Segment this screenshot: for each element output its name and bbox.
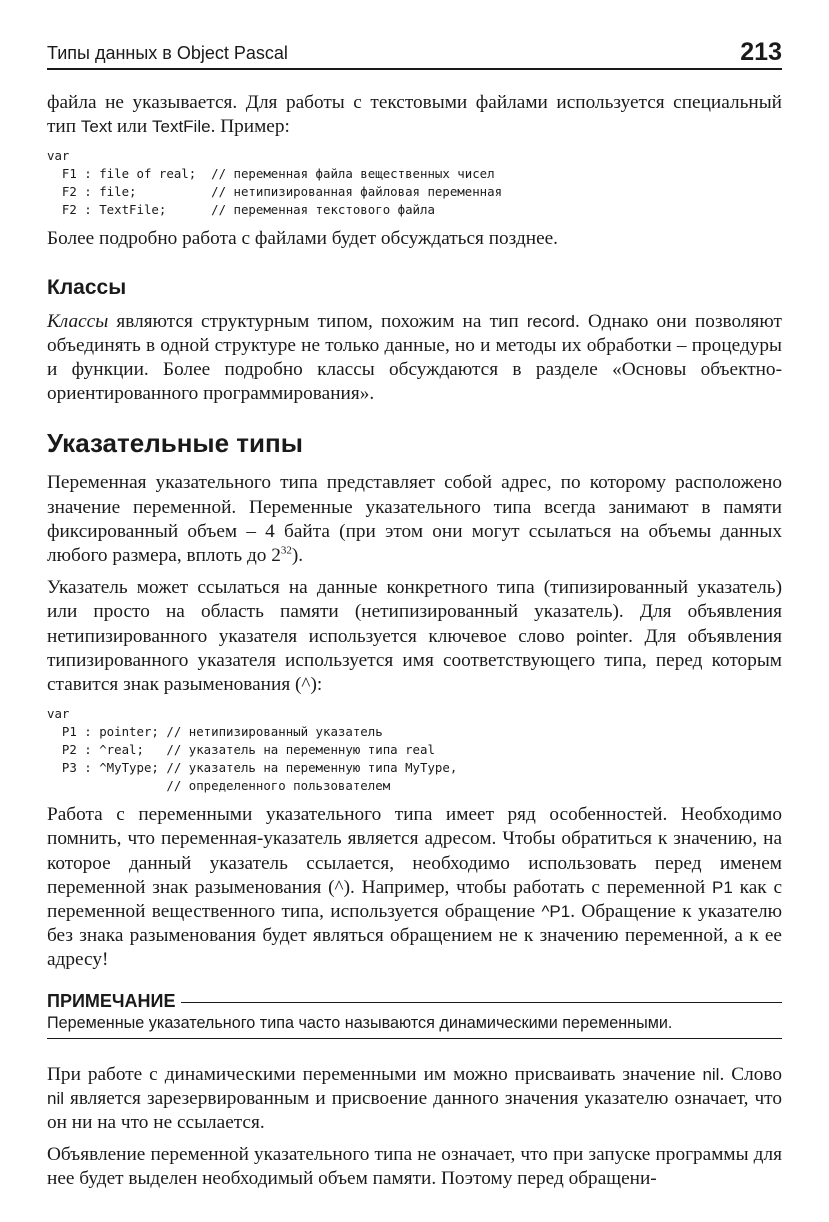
superscript-exponent: 32: [280, 544, 292, 557]
note-text: Переменные указательного типа часто называются динамическими переменными.: [47, 1012, 782, 1039]
italic-term: Классы: [47, 310, 109, 332]
text-run: является зарезервированным и присвоение данного значения указателю означает, что он ни на что не ссылается.: [47, 1087, 782, 1134]
code-listing-pointers: var P1 : pointer; // нетипизированный указатель P2 : ^real; // указатель на переменную типа real P3 : ^MyType; // указатель на переменную типа MyType, // определенного пользователем: [47, 706, 458, 794]
paragraph-file-types: [47, 91, 782, 139]
page-number: 213: [740, 38, 782, 66]
text-run: . Слово: [719, 1063, 782, 1085]
text-run: файла не указывается. Для работы с текстовыми файлами используется специальный тип: [47, 92, 782, 138]
running-title: Типы данных в Object Pascal: [47, 43, 288, 63]
keyword-p1: P1: [712, 877, 733, 897]
keyword-text: Text: [80, 117, 113, 137]
text-run: являются структурным типом, похожим на тип: [108, 310, 527, 332]
page-content: [47, 91, 782, 1192]
running-header: [47, 36, 782, 70]
keyword-nil: nil: [47, 1088, 65, 1108]
paragraph-files-later: Более подробно работа с файлами будет обсуждаться позднее.: [47, 228, 559, 250]
paragraph-pointer-intro: [47, 471, 782, 568]
paragraph-classes: [47, 310, 782, 407]
text-run: . Пример:: [210, 116, 290, 138]
paragraph-nil: [47, 1063, 782, 1136]
text-run: При работе с динамическими переменными им можно присваивать значение: [47, 1063, 703, 1085]
note-title: ПРИМЕЧАНИЕ: [47, 990, 176, 1011]
keyword-textfile: TextFile: [151, 117, 211, 137]
paragraph-pointer-deref: [47, 803, 782, 972]
text-run: или: [112, 116, 152, 138]
keyword-pointer: pointer: [576, 626, 629, 646]
paragraph-pointer-kinds: [47, 576, 782, 697]
note-box: [47, 991, 782, 1039]
code-listing-files: var F1 : file of real; // переменная файла вещественных чисел F2 : file; // нетипизированная файловая переменная F2 : TextFile; // переменная текстового файла: [47, 148, 503, 218]
note-header: [47, 991, 782, 1012]
keyword-record: record: [526, 311, 576, 331]
text-run: . Однако они позволяют объединять в одной структуре не только данные, но и методы их обработки – процедуры и функции. Более подробно классы обсуждаются в разделе «Основы объектно-ориентированного программирования».: [47, 310, 782, 405]
keyword-nil: nil: [702, 1064, 720, 1084]
text-run: . Обращение к указателю без знака разыменования будет являться обращением не к значению переменной, а к ее адресу!: [47, 901, 782, 971]
text-run: как с переменной вещественного типа, используется обращение: [47, 876, 783, 923]
text-run: Работа с переменными указательного типа имеет ряд особенностей. Необходимо помнить, что переменная-указатель является адресом. Чтобы обратиться к значению, на которое данный указатель ссылается, необходимо использовать перед именем переменной знак разыменования (^). Например, чтобы работать с переменной: [47, 804, 782, 898]
note-rule: [181, 1002, 782, 1003]
text-run: . Для объявления типизированного указателя используется имя соответствующего типа, перед которым ставится знак разыменования (^):: [47, 625, 782, 696]
heading-classes: Классы: [47, 275, 127, 299]
heading-pointer-types: Указательные типы: [47, 428, 303, 459]
keyword-deref-p1: ^P1: [541, 902, 571, 922]
text-run: Переменная указательного типа представляет собой адрес, по которому расположено значение переменной. Переменные указательного типа всегда занимают в памяти фиксированный объем – 4 байта (при этом они могут ссылаться на объемы данных любого размера, вплоть до 2: [47, 472, 782, 567]
paragraph-memory-allocation: Объявление переменной указательного типа не означает, что при запуске программы для нее будет выделен необходимый объем памяти. Поэтому перед обращени-: [47, 1144, 782, 1190]
text-run: Указатель может ссылаться на данные конкретного типа (типизированный указатель) или просто на область памяти (нетипизированный указатель). Для объявления нетипизированного указателя используется ключевое слово: [47, 577, 782, 647]
text-run: ).: [291, 545, 304, 567]
